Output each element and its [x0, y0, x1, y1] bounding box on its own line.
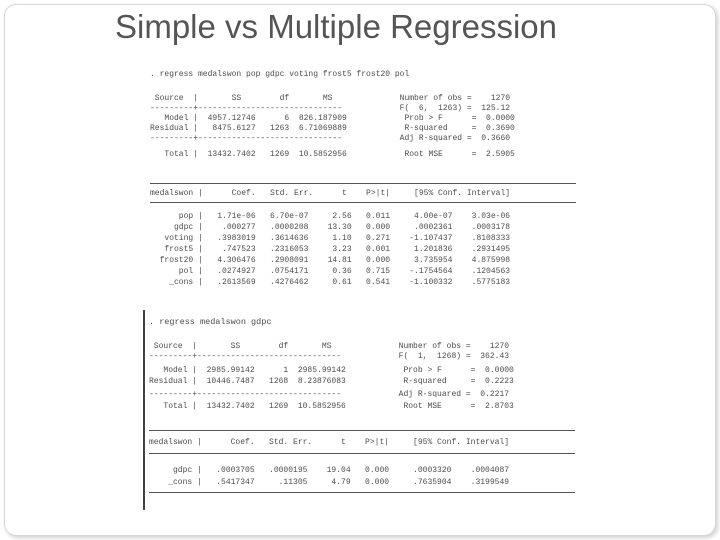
coef-row: voting | .3983019 .3614636 1.10 0.271 -1.107437 .8108333	[150, 234, 511, 243]
regression-command: . regress medalswon gdpc	[149, 317, 272, 327]
coef-row: _cons | .5417347 .11305 4.79 0.000 .7635904 .3199549	[149, 478, 510, 487]
anova-line: Model | 2985.99142 1 2985.99142 Prob > F = 0.0000	[149, 366, 514, 375]
coef-row: pop | 1.71e-06 6.70e-07 2.56 0.011 4.00e-07 3.03e-06	[150, 212, 511, 221]
slide-title: Simple vs Multiple Regression	[115, 8, 558, 45]
table-divider	[150, 183, 576, 184]
anova-line: Total | 13432.7402 1269 10.5852956 Root MSE = 2.5905	[150, 150, 515, 159]
anova-line: ---------+------------------------------ F( 6, 1263) = 125.12	[150, 104, 511, 113]
anova-line: Source | SS df MS Number of obs = 1270	[150, 94, 511, 103]
anova-line: Total | 13432.7402 1269 10.5852956 Root MSE = 2.8703	[149, 402, 514, 411]
coef-row: frost20 | 4.306476 .2908091 14.81 0.000 3.735954 4.875998	[150, 256, 511, 265]
coef-row: frost5 | .747523 .2316053 3.23 0.001 1.201836 .2931495	[150, 245, 511, 254]
table-divider	[149, 453, 575, 454]
regression-command: . regress medalswon pop gdpc voting frost5 frost20 pol	[150, 70, 410, 79]
table-divider	[149, 492, 575, 493]
coef-header: medalswon | Coef. Std. Err. t P>|t| [95% Conf. Interval]	[150, 189, 511, 198]
anova-line: Residual | 10446.7487 1268 8.23876083 R-squared = 0.2223	[149, 377, 514, 386]
anova-line: ---------+------------------------------ F( 1, 1268) = 362.43	[149, 352, 510, 361]
coef-row: gdpc | .000277 .0000208 13.30 0.000 .0002361 .0003178	[150, 223, 511, 232]
table-divider	[149, 430, 575, 431]
anova-line: Source | SS df MS Number of obs = 1270	[149, 342, 510, 351]
coef-row: pol | .0274927 .0754171 0.36 0.715 -.1754564 .1204563	[150, 267, 511, 276]
coef-row: gdpc | .0003705 .0000195 19.04 0.000 .0003320 .0004087	[149, 466, 510, 475]
anova-line: Model | 4957.12746 6 826.187909 Prob > F = 0.0000	[150, 114, 515, 123]
table-divider	[150, 202, 576, 203]
simple-regression-output	[143, 310, 585, 510]
coef-header: medalswon | Coef. Std. Err. t P>|t| [95% Conf. Interval]	[149, 438, 510, 447]
anova-line: ---------+------------------------------ Adj R-squared = 0.2217	[149, 390, 510, 399]
anova-line: Residual | 8475.6127 1263 6.71069889 R-squared = 0.3690	[150, 124, 515, 133]
anova-line: ---------+------------------------------ Adj R-squared = 0.3660	[150, 134, 511, 143]
multiple-regression-output	[148, 66, 585, 300]
coef-row: _cons | .2613569 .4276462 0.61 0.541 -1.100332 .5775183	[150, 278, 511, 287]
